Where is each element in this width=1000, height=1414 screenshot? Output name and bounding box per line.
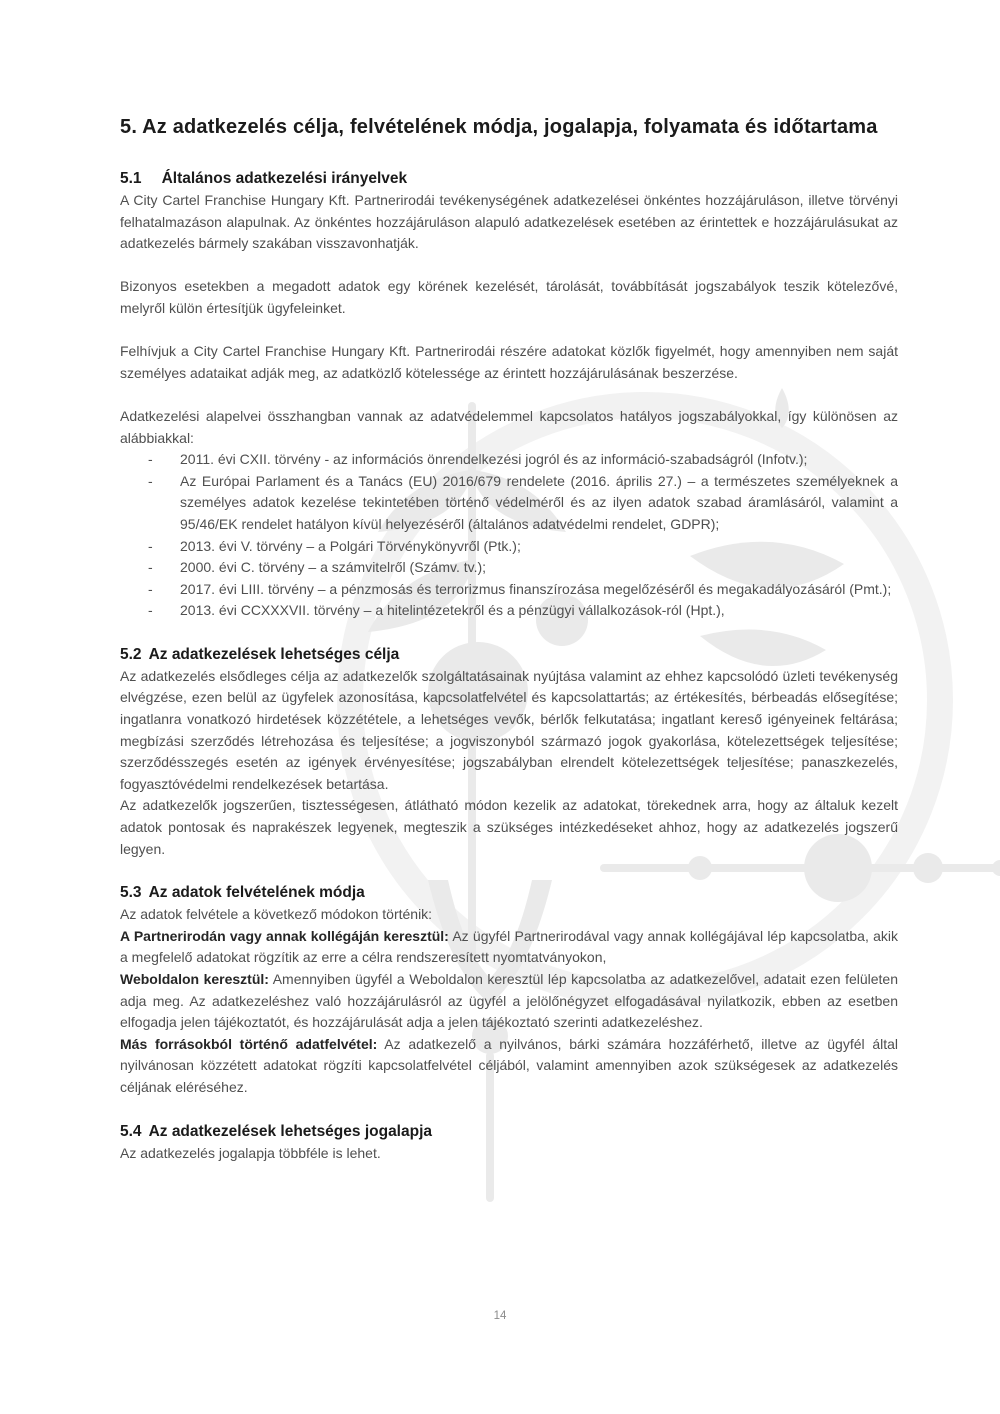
paragraph: [120, 969, 898, 1034]
paragraph: Az adatkezelés elsődleges célja az adatkezelők szolgáltatásainak nyújtása valamint az ehhez kapcsolódó üzleti tevékenység elvégzése, ezen belül az ügyfelek azonosítása, kapcsolatfelvétel és kapcsolattartás; az értékesítés, bérbeadás elősegítése; ingatlanra vonatkozó hirdetések közzététele, a lehetséges vevők, bérlők felkutatása; ingatlant kereső igényeinek feltárása; megbízási szerződés létrehozása és teljesítése; a jogviszonyból származó jogok gyakorlása, kötelezettségek teljesítése; szerződésszegés esetén az igények érvényesítése; jogszabályban elrendelt kötelezettségek teljesítése; panaszkezelés, fogyasztóvédelmi rendelkezések betartása.: [120, 667, 898, 792]
paragraph: Az adatkezelők jogszerűen, tisztességesen, átlátható módon kezelik az adatokat, törekednek arra, hogy az általuk kezelt adatok pontosak és naprakészek legyenek, megteszik a szükséges intézkedéseket ahhoz, hogy az adatkezelés jogszerű legyen.: [120, 797, 898, 857]
list-item: - 2000. évi C. törvény – a számvitelről (Számv. tv.);: [120, 557, 898, 579]
method-label: Más forrásokból történő adatfelvétel:: [120, 1035, 378, 1052]
section-heading-text: Általános adatkezelési irányelvek: [161, 170, 408, 187]
section-number: 5.4: [120, 1122, 142, 1140]
method-label: A Partnerirodán vagy annak kollégáján keresztül:: [120, 927, 449, 944]
section-heading-text: Az adatok felvételének módja: [148, 884, 365, 902]
list-item: - 2017. évi LIII. törvény – a pénzmosás és terrorizmus finanszírozása megelőzéséről és megakadályozásáról (Pmt.);: [120, 579, 898, 601]
method-text: Az ügyfél Partnerirodával vagy annak kollégájával lép kapcsolatba, akik a megfelelő adatokat rögzítik az erre a célra rendszeresített nyomtatványokon,: [120, 927, 899, 966]
page-number: 14: [493, 1310, 507, 1322]
section-number: 5.2: [120, 645, 142, 663]
list-item: - 2013. évi CCXXXVII. törvény – a hitelintézetekről és a pénzügyi vállalkozások-ról (Hpt.),: [120, 600, 898, 622]
paragraph: [120, 1034, 898, 1099]
section-heading-5-1: [120, 168, 898, 190]
paragraph: Az adatkezelés jogalapja többféle is lehet.: [120, 1144, 381, 1161]
document-content: [120, 112, 898, 1164]
section-heading-5-4: [120, 1121, 898, 1143]
law-list: [120, 449, 898, 622]
paragraph: Bizonyos esetekben a megadott adatok egy körének kezelését, tárolását, továbbítását jogszabályok teszik kötelezővé, melyről külön értesítjük ügyfeleinket.: [120, 278, 898, 316]
list-item: - Az Európai Parlament és a Tanács (EU) 2016/679 rendelete (2016. április 27.) – a természetes személyeknek a személyes adatok kezelése tekintetében történő védelméről és az ilyen adatok szabad áramlásáról, valamint a 95/46/EK rendelet hatályon kívül helyezéséről (általános adatvédelmi rendelet, GDPR);: [120, 471, 898, 536]
page-title: 5. Az adatkezelés célja, felvételének módja, jogalapja, folyamata és időtartama: [120, 116, 878, 138]
section-number: 5.3: [120, 884, 142, 902]
method-label: Weboldalon keresztül:: [120, 971, 269, 987]
paragraph: Felhívjuk a City Cartel Franchise Hungary Kft. Partnerirodái részére adatokat közlők figyelmét, hogy amennyiben nem saját személyes adataikat adják meg, az adatközlő kötelessége az érintett hozzájárulásának beszerzése.: [120, 343, 898, 381]
method-text: Az adatkezelő a nyilvános, bárki számára hozzáférhető, illetve az ügyfél által nyilvánosan közzétett adatokat rögzíti kapcsolatfelvétel céljából, valamint amennyiben azok szükségesek az adatkezelés céljának eléréséhez.: [120, 1035, 898, 1095]
section-heading-5-3: [120, 882, 898, 904]
list-item: - 2011. évi CXII. törvény - az információs önrendelkezési jogról és az információ-szabadságról (Infotv.);: [120, 449, 898, 471]
section-number: 5.1: [120, 170, 142, 187]
paragraph: A City Cartel Franchise Hungary Kft. Partnerirodái tevékenységének adatkezelései önkéntes hozzájáruláson, illetve törvényi felhatalmazáson alapulnak. Az önkéntes hozzájáruláson alapuló adatkezelések esetében az érintettek e hozzájárulásukat az adatkezelés bármely szakában visszavonhatják.: [120, 192, 898, 252]
paragraph: Az adatok felvétele a következő módokon történik:: [120, 906, 433, 923]
section-heading-text: Az adatkezelések lehetséges célja: [148, 645, 400, 663]
paragraph: [120, 926, 898, 969]
list-item: - 2013. évi V. törvény – a Polgári Törvénykönyvről (Ptk.);: [120, 536, 898, 558]
paragraph: Adatkezelési alapelvei összhangban vannak az adatvédelemmel kapcsolatos hatályos jogszabályokkal, így különösen az alábbiakkal:: [120, 407, 898, 446]
section-heading-5-2: [120, 644, 898, 666]
section-heading-text: Az adatkezelések lehetséges jogalapja: [148, 1122, 433, 1140]
method-text: Amennyiben ügyfél a Weboldalon keresztül lép kapcsolatba az adatkezelővel, adatait ezen felületen adja meg. Az adatkezeléshez való hozzájárulásról az ügyfél a jelölőnégyzet elfogadásával nyilatkozik, ebben az esetben elfogadja jelen tájékoztatót, és hozzájárulását adja a jelen tájékoztató szerinti adatkezeléshez.: [120, 971, 898, 1031]
